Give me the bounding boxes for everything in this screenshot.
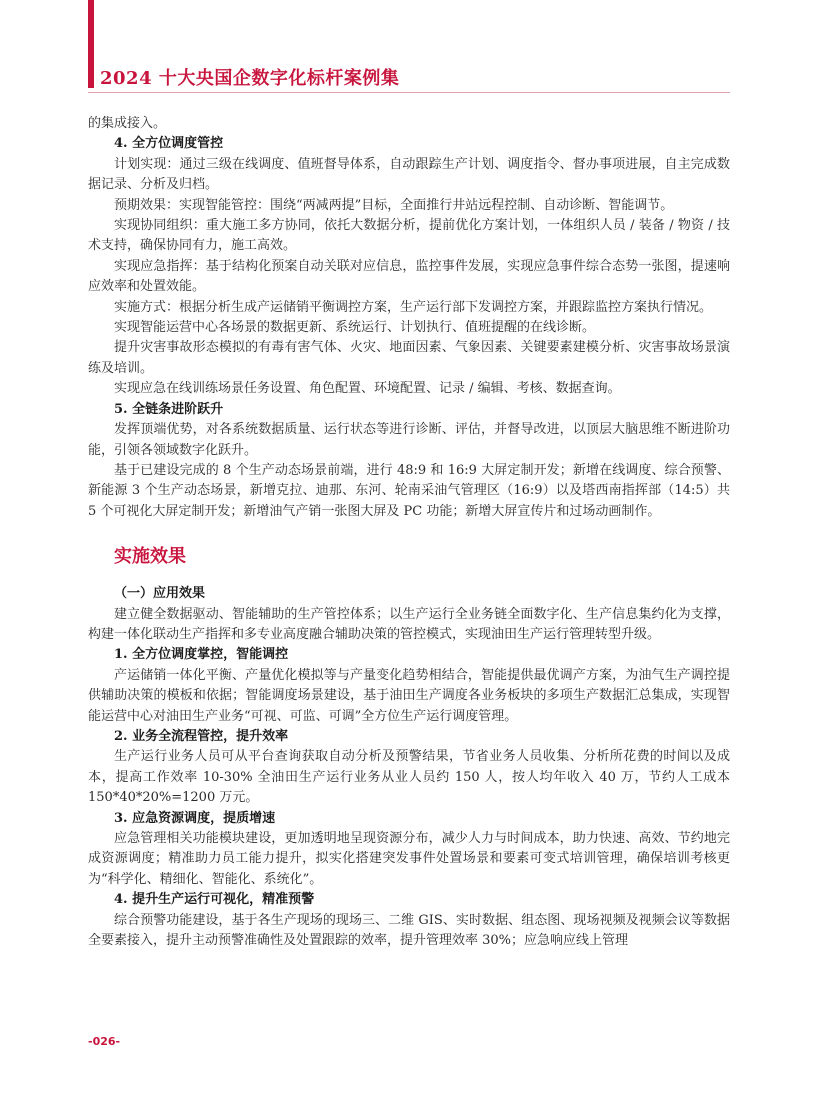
paragraph: 实现应急指挥：基于结构化预案自动关联对应信息，监控事件发展，实现应急事件综合态势一张图，提速响应效率和处置效能。	[88, 258, 730, 295]
paragraph: 实现智能运营中心各场景的数据更新、系统运行、计划执行、值班提醒的在线诊断。	[114, 320, 596, 336]
paragraph: 实现应急在线训练场景任务设置、角色配置、环境配置、记录 / 编辑、考核、数据查询。	[114, 381, 621, 397]
paragraph: 实现协同组织：重大施工多方协同，依托大数据分析，提前优化方案计划，一体组织人员 / 装备 / 物资 / 技术支持，确保协同有力，施工高效。	[88, 218, 730, 254]
paragraph: 的集成接入。	[88, 116, 167, 131]
effect-heading-4: 4. 提升生产运行可视化，精准预警	[114, 892, 315, 908]
effect-heading-3: 3. 应急资源调度，提质增速	[114, 810, 276, 826]
subheading-dispatch-control: 4. 全方位调度管控	[114, 136, 224, 152]
paragraph: 产运储销一体化平衡、产量优化模拟等与产量变化趋势相结合，智能提供最优调产方案，为油气生产调控提供辅助决策的模板和依据；智能调度场景建设，基于油田生产调度各业务板块的多项生产数据汇总集成，实现智能运营中心对油田生产业务“可视、可监、可调”全方位生产运行调度管理。	[88, 667, 730, 724]
paragraph: 生产运行业务人员可从平台查询获取自动分析及预警结果，节省业务人员收集、分析所花费的时间以及成本，提高工作效率 10-30% 全油田生产运行业务从业人员约 150 人，按人均年收入 40 万，节约人工成本 150*40*20%=1200 万元。	[88, 749, 730, 806]
effect-heading-1: 1. 全方位调度掌控，智能调控	[114, 647, 289, 663]
paragraph: 提升灾害事故形态模拟的有毒有害气体、火灾、地面因素、气象因素、关键要素建模分析、灾害事故场景演练及培训。	[88, 340, 730, 376]
section-title: 实施效果	[114, 546, 186, 568]
header-accent-bar	[88, 0, 94, 88]
paragraph: 发挥顶端优势，对各系统数据质量、运行状态等进行诊断、评估，并督导改进，以顶层大脑思维不断进阶功能，引领各领域数字化跃升。	[88, 422, 730, 458]
paragraph: 计划实现：通过三级在线调度、值班督导体系，自动跟踪生产计划、调度指令、督办事项进展，自主完成数据记录、分析及归档。	[88, 156, 730, 193]
paragraph: 综合预警功能建设，基于各生产现场的现场三、二维 GIS、实时数据、组态图、现场视频及视频会议等数据全要素接入，提升主动预警准确性及处置跟踪的效率，提升管理效率 30%；应急响应线上管理	[88, 912, 730, 949]
paragraph: 建立健全数据驱动、智能辅助的生产管控体系；以生产运行全业务链全面数字化、生产信息集约化为支撑，构建一体化联动生产指挥和多专业高度融合辅助决策的管控模式，实现油田生产运行管理转型升级。	[88, 606, 730, 642]
subsection-title: （一）应用效果	[114, 586, 206, 602]
effect-heading-2: 2. 业务全流程管控，提升效率	[114, 728, 289, 744]
paragraph: 预期效果：实现智能管控：围绕“两减两提”目标，全面推行井站远程控制、自动诊断、智能调节。	[114, 197, 674, 213]
header-title: 2024 十大央国企数字化标杆案例集	[100, 68, 400, 89]
paragraph: 应急管理相关功能模块建设，更加透明地呈现资源分布，减少人力与时间成本，助力快速、高效、节约地完成资源调度；精准助力员工能力提升，拟实化搭建突发事件处置场景和要素可变式培训管理，确保培训考核更为“科学化、精细化、智能化、系统化”。	[88, 831, 730, 887]
page-number: -026-	[88, 1035, 121, 1048]
paragraph: 实施方式：根据分析生成产运储销平衡调控方案，生产运行部下发调控方案，并跟踪监控方案执行情况。	[114, 299, 713, 315]
header-divider	[88, 92, 730, 93]
subheading-full-chain: 5. 全链条进阶跃升	[114, 401, 224, 417]
paragraph: 基于已建设完成的 8 个生产动态场景前端，进行 48:9 和 16:9 大屏定制开发；新增在线调度、综合预警、新能源 3 个生产动态场景，新增克拉、迪那、东河、轮南采油气管理区（16:9）以及塔西南指挥部（14:5）共 5 个可视化大屏定制开发；新增油气产销一张图大屏及 PC 功能；新增大屏宣传片和过场动画制作。	[88, 462, 730, 519]
document-body	[88, 114, 730, 951]
